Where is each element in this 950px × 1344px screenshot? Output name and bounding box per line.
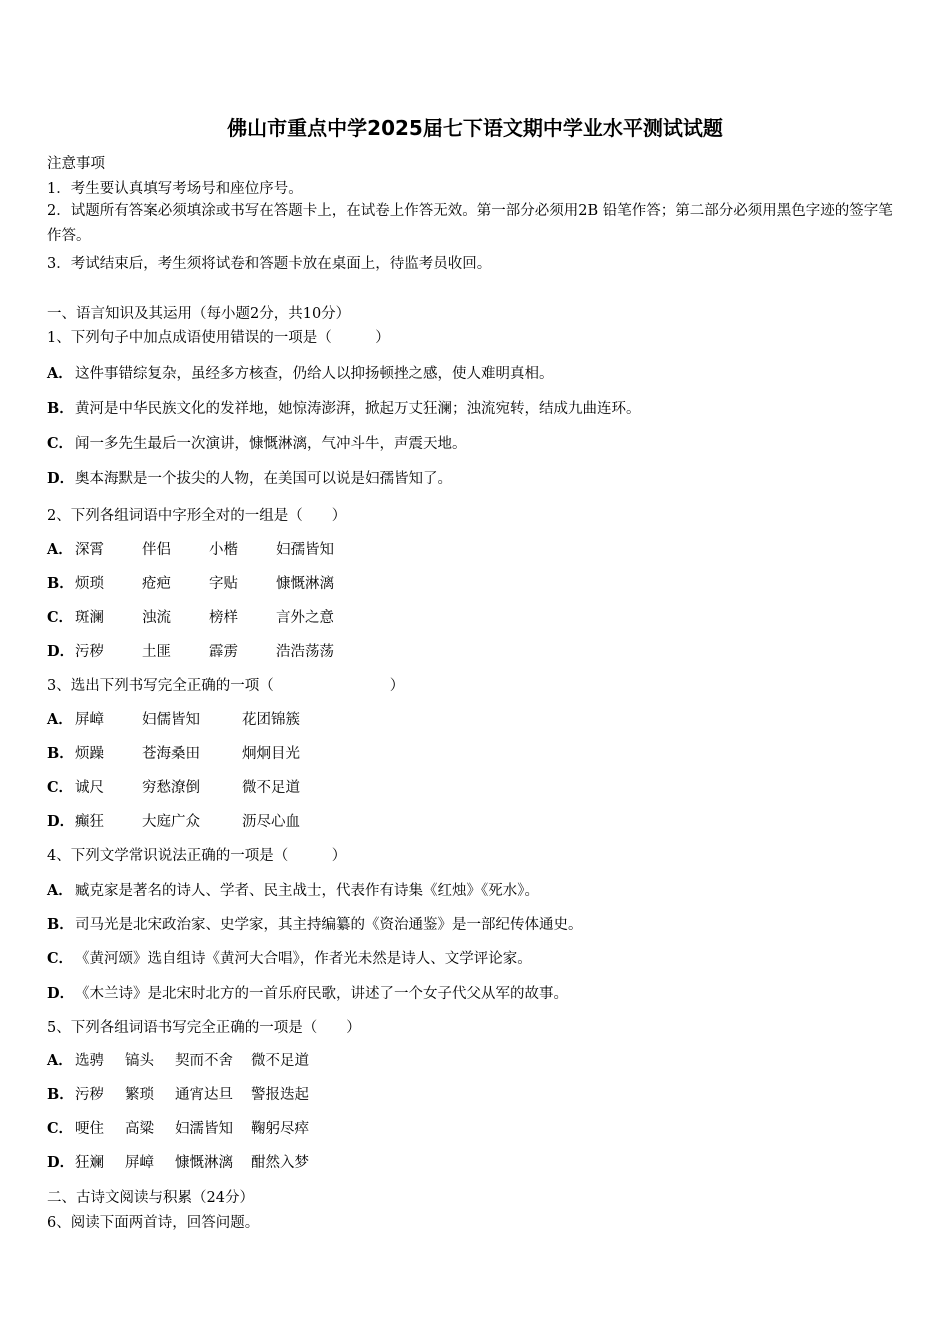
option-word: 契而不舍: [175, 1053, 233, 1069]
notice-item-3: 3．考试结束后，考生须将试卷和答题卡放在桌面上，待监考员收回。: [47, 256, 492, 272]
q1-option-a: [47, 362, 554, 383]
option-letter: D．: [47, 643, 75, 660]
option-letter: B．: [47, 916, 74, 933]
option-word: 微不足道: [251, 1053, 309, 1069]
q2-option-d: [47, 640, 334, 661]
q4-option-b: [47, 913, 583, 934]
question-5-stem: 5、下列各组词语书写完全正确的一项是（ ）: [47, 1020, 361, 1036]
notice-heading: 注意事项: [47, 156, 105, 172]
q5-option-c: [47, 1117, 309, 1138]
option-text: 臧克家是著名的诗人、学者、民主战士，代表作有诗集《红烛》《死水》。: [75, 883, 539, 899]
option-letter: A．: [47, 1052, 73, 1069]
option-word: 浊流: [142, 610, 171, 626]
option-word: 慷慨淋漓: [276, 576, 334, 592]
option-letter: C．: [47, 950, 74, 967]
question-6-stem: 6、阅读下面两首诗，回答问题。: [47, 1215, 260, 1231]
option-word: 屏嶂: [125, 1155, 154, 1171]
option-word: 字贴: [209, 576, 238, 592]
option-letter: B．: [47, 1086, 74, 1103]
option-word: 污秽: [75, 1087, 104, 1103]
option-word: 浩浩荡荡: [276, 644, 334, 660]
option-word: 警报迭起: [251, 1087, 309, 1103]
question-1-stem: 1、下列句子中加点成语使用错误的一项是（ ）: [47, 330, 390, 346]
option-word: 斑澜: [75, 610, 104, 626]
option-word: 花团锦簇: [242, 712, 300, 728]
option-word: 鞠躬尽瘁: [251, 1121, 309, 1137]
q3-option-c: [47, 776, 300, 797]
option-text: 这件事错综复杂，虽经多方核查，仍给人以抑扬顿挫之感，使人难明真相。: [75, 366, 554, 382]
option-word: 霹雳: [209, 644, 238, 660]
page-title: 佛山市重点中学2025届七下语文期中学业水平测试试题: [227, 116, 723, 140]
q4-option-c: [47, 947, 532, 968]
option-word: 烦琐: [75, 576, 104, 592]
option-word: 土匪: [142, 644, 171, 660]
q2-option-c: [47, 606, 334, 627]
option-word: 大庭广众: [142, 814, 200, 830]
option-word: 污秽: [75, 644, 104, 660]
option-word: 疮疤: [142, 576, 171, 592]
q2-option-a: [47, 538, 334, 559]
option-text: 黄河是中华民族文化的发祥地，她惊涛澎湃，掀起万丈狂澜；浊流宛转，结成九曲连环。: [75, 401, 641, 417]
option-letter: C．: [47, 779, 74, 796]
option-letter: C．: [47, 435, 74, 452]
q4-option-a: [47, 879, 539, 900]
option-text: 闻一多先生最后一次演讲，慷慨淋漓，气冲斗牛，声震天地。: [75, 436, 467, 452]
section-1-heading: 一、语言知识及其运用（每小题2分，共10分）: [47, 306, 351, 322]
option-text: 奥本海默是一个拔尖的人物，在美国可以说是妇孺皆知了。: [75, 471, 452, 487]
option-word: 小楷: [209, 542, 238, 558]
option-letter: B．: [47, 400, 74, 417]
q1-option-c: [47, 432, 467, 453]
option-word: 榜样: [209, 610, 238, 626]
option-letter: A．: [47, 882, 73, 899]
option-letter: B．: [47, 575, 74, 592]
option-text: 《黄河颂》选自组诗《黄河大合唱》，作者光未然是诗人、文学评论家。: [75, 951, 532, 967]
option-word: 繁琐: [125, 1087, 154, 1103]
option-word: 酣然入梦: [251, 1155, 309, 1171]
q1-option-d: [47, 467, 452, 488]
option-word: 屏嶂: [75, 712, 104, 728]
q5-option-a: [47, 1049, 309, 1070]
q5-option-d: [47, 1151, 309, 1172]
option-letter: B．: [47, 745, 74, 762]
option-letter: A．: [47, 711, 73, 728]
q2-option-b: [47, 572, 334, 593]
option-word: 诚尺: [75, 780, 104, 796]
option-word: 狂斓: [75, 1155, 104, 1171]
option-letter: A．: [47, 365, 73, 382]
q3-option-b: [47, 742, 300, 763]
question-4-stem: 4、下列文学常识说法正确的一项是（ ）: [47, 848, 347, 864]
option-word: 妇孺皆知: [276, 542, 334, 558]
option-text: 司马光是北宋政治家、史学家，其主持编纂的《资治通鉴》是一部纪传体通史。: [75, 917, 583, 933]
q4-option-d: [47, 982, 568, 1003]
option-word: 妇儒皆知: [142, 712, 200, 728]
option-word: 穷愁潦倒: [142, 780, 200, 796]
option-text: 《木兰诗》是北宋时北方的一首乐府民歌，讲述了一个女子代父从军的故事。: [75, 986, 568, 1002]
question-2-stem: 2、下列各组词语中字形全对的一组是（ ）: [47, 508, 347, 524]
option-word: 深霄: [75, 542, 104, 558]
option-word: 哽住: [75, 1121, 104, 1137]
option-word: 炯炯目光: [242, 746, 300, 762]
option-word: 沥尽心血: [242, 814, 300, 830]
question-3-stem: 3、选出下列书写完全正确的一项（ ）: [47, 678, 405, 694]
option-word: 癫狂: [75, 814, 104, 830]
option-word: 通宵达旦: [175, 1087, 233, 1103]
option-word: 镐头: [125, 1053, 154, 1069]
notice-item-1: 1．考生要认真填写考场号和座位序号。: [47, 181, 303, 197]
option-letter: D．: [47, 813, 75, 830]
option-word: 选骋: [75, 1053, 104, 1069]
option-letter: C．: [47, 1120, 74, 1137]
q3-option-a: [47, 708, 300, 729]
option-word: 妇濡皆知: [175, 1121, 233, 1137]
q3-option-d: [47, 810, 300, 831]
option-word: 伴侣: [142, 542, 171, 558]
q1-option-b: [47, 397, 641, 418]
notice-item-2: 2．试题所有答案必须填涂或书写在答题卡上，在试卷上作答无效。第一部分必须用2B 铅笔作答；第二部分必须用黑色字迹的签字笔作答。: [47, 203, 893, 244]
q5-option-b: [47, 1083, 309, 1104]
option-letter: C．: [47, 609, 74, 626]
option-word: 高粱: [125, 1121, 154, 1137]
section-2-heading: 二、古诗文阅读与积累（24分）: [47, 1190, 254, 1206]
option-letter: D．: [47, 470, 75, 487]
option-word: 烦躁: [75, 746, 104, 762]
option-word: 苍海桑田: [142, 746, 200, 762]
option-letter: D．: [47, 985, 75, 1002]
option-word: 慷慨淋漓: [175, 1155, 233, 1171]
option-word: 微不足道: [242, 780, 300, 796]
option-letter: D．: [47, 1154, 75, 1171]
option-letter: A．: [47, 541, 73, 558]
option-word: 言外之意: [276, 610, 334, 626]
